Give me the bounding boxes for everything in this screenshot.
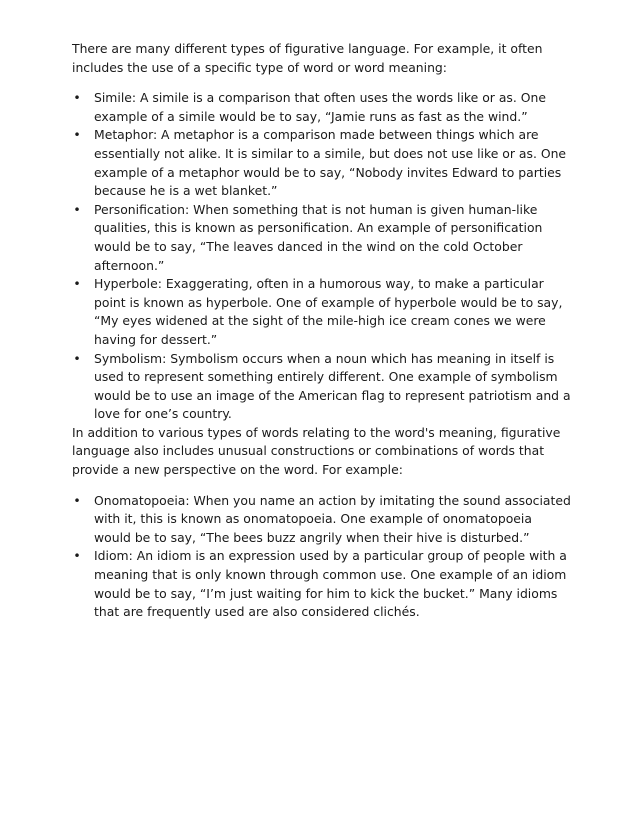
list-item-text: Onomatopoeia: When you name an action by imitating the sound associated with it, this is known as onomatopoeia. One example of onomatopoeia would be to say, “The bees buzz angrily when their hive is disturbed.” (94, 492, 571, 545)
list-item-text: Metaphor: A metaphor is a comparison made between things which are essentially not alike. It is similar to a simile, but does not use like or as. One example of a metaphor would be to say, “Nobody invites Edward to parties because he is a wet blanket.” (94, 127, 567, 199)
bullet-icon: • (73, 127, 81, 143)
middle-paragraph: In addition to various types of words relating to the word's meaning, figurative language also includes unusual constructions or combinations of words that provide a new perspective on the word. For example: (72, 424, 561, 478)
list-item-text: Symbolism: Symbolism occurs when a noun which has meaning in itself is used to represent something entirely different. One example of symbolism would be to use an image of the American flag to represent patriotism and a love for one’s country. (94, 350, 571, 422)
bullet-icon: • (73, 350, 81, 366)
bullet-icon: • (73, 548, 81, 564)
list-item-text: Hyperbole: Exaggerating, often in a humorous way, to make a particular point is known as hyperbole. One of example of hyperbole would be to say, “My eyes widened at the sight of the mile-high ice cream cones we were having for dessert.” (94, 276, 563, 347)
bullet-icon: • (73, 492, 81, 508)
bullet-icon: • (73, 201, 81, 217)
bullet-icon: • (73, 90, 81, 106)
list-item-symbolism (72, 350, 572, 424)
intro-paragraph: There are many different types of figurative language. For example, it often includes the use of a specific type of word or word meaning: (72, 41, 543, 75)
list-item-text: Simile: A simile is a comparison that often uses the words like or as. One example of a simile would be to say, “Jamie runs as fast as the wind.” (94, 90, 546, 124)
list-item-text: Idiom: An idiom is an expression used by a particular group of people with a meaning that is only known through common use. One example of an idiom would be to say, “I’m just waiting for him to kick the bucket.” Many idioms that are frequently used are also considered clichés. (94, 548, 567, 620)
list-item-onomatopoeia (72, 492, 572, 548)
bullet-icon: • (73, 276, 81, 292)
list-item-simile (72, 89, 572, 126)
list-item-hyperbole (72, 275, 572, 349)
list-item-text: Personification: When something that is not human is given human-like qualities, this is known as personification. An example of personification would be to say, “The leaves danced in the wind on the cold October afternoon.” (94, 201, 543, 273)
figurative-types-list (72, 89, 572, 424)
construction-types-list (72, 492, 572, 622)
list-item-personification (72, 201, 572, 275)
list-item-metaphor (72, 126, 572, 200)
list-item-idiom (72, 547, 572, 621)
document-page (72, 40, 572, 622)
